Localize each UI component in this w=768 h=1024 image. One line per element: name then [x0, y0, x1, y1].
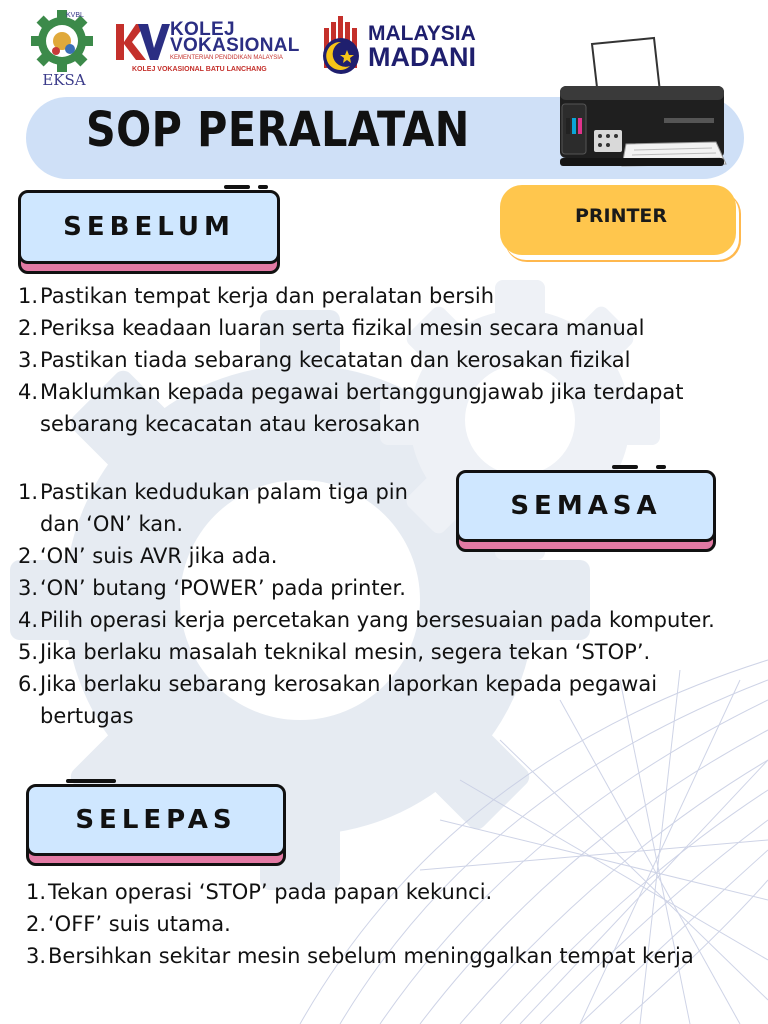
- page-title: SOP PERALATAN: [86, 102, 470, 158]
- kv-campus: KOLEJ VOKASIONAL BATU LANCHANG: [132, 66, 267, 73]
- step-item: [14, 572, 754, 604]
- step-item: [14, 540, 754, 572]
- printer-icon: [556, 34, 732, 180]
- malaysia-madani-logo: [320, 12, 510, 82]
- step-number: 4.: [17, 380, 38, 404]
- step-number: 1.: [25, 880, 46, 904]
- section-heading-during: SEMASA: [510, 491, 662, 521]
- eksa-logo: [26, 8, 102, 92]
- kv-emblem-icon: [114, 20, 170, 64]
- step-number: 4.: [17, 608, 38, 632]
- step-number: 2.: [25, 912, 46, 936]
- step-text: Jika berlaku sebarang kerosakan laporkan kepada pegawai bertugas: [40, 672, 658, 728]
- kv-ministry: KEMENTERIAN PENDIDIKAN MALAYSIA: [170, 55, 283, 61]
- step-item: [14, 668, 754, 732]
- section-header-during: [456, 470, 716, 542]
- during-steps-list: [14, 540, 754, 732]
- eksa-gear-icon: [26, 8, 102, 74]
- step-item: [14, 604, 754, 636]
- header-dash-decoration: [66, 779, 116, 783]
- step-text: ‘OFF’ suis utama.: [48, 912, 231, 936]
- eksa-label: EKSA: [42, 71, 86, 89]
- step-number: 3.: [25, 944, 46, 968]
- step-item: [22, 908, 722, 940]
- step-number: 3.: [17, 348, 38, 372]
- after-steps-list: [22, 876, 722, 972]
- step-text: Pastikan tiada sebarang kecatatan dan kerosakan fizikal: [40, 348, 631, 372]
- during-steps-list-first: [14, 476, 424, 540]
- madani-line1: MALAYSIA: [368, 22, 476, 45]
- eksa-badge-text: KVBL: [66, 12, 84, 19]
- step-text: Periksa keadaan luaran serta fizikal mesin secara manual: [40, 316, 645, 340]
- step-number: 3.: [17, 576, 38, 600]
- step-number: 6.: [17, 672, 38, 696]
- step-item: [22, 940, 722, 972]
- step-text: Bersihkan sekitar mesin sebelum meninggalkan tempat kerja: [48, 944, 694, 968]
- header-dash-decoration: [656, 465, 666, 469]
- header-dash-decoration: [612, 465, 638, 469]
- step-text: Pastikan tempat kerja dan peralatan bersih: [40, 284, 495, 308]
- equipment-label: PRINTER: [574, 205, 668, 227]
- step-item: [14, 636, 754, 668]
- section-heading-after: SELEPAS: [75, 805, 237, 835]
- step-text: Pastikan kedudukan palam tiga pin dan ‘ON’ kan.: [40, 480, 408, 536]
- step-text: Pilih operasi kerja percetakan yang bersesuaian pada komputer.: [40, 608, 715, 632]
- section-header-after: [26, 784, 286, 856]
- step-number: 2.: [17, 316, 38, 340]
- section-heading-before: SEBELUM: [63, 212, 235, 242]
- header-dash-decoration: [258, 185, 268, 189]
- step-text: Jika berlaku masalah teknikal mesin, segera tekan ‘STOP’.: [40, 640, 651, 664]
- kv-line2: VOKASIONAL: [170, 35, 300, 56]
- step-item: [22, 876, 722, 908]
- step-number: 2.: [17, 544, 38, 568]
- step-text: ‘ON’ suis AVR jika ada.: [40, 544, 278, 568]
- step-number: 1.: [17, 284, 38, 308]
- step-text: Tekan operasi ‘STOP’ pada papan kekunci.: [48, 880, 493, 904]
- header-dash-decoration: [224, 185, 250, 189]
- step-number: 5.: [17, 640, 38, 664]
- step-number: 1.: [17, 480, 38, 504]
- kolej-vokasional-logo: [114, 18, 310, 78]
- madani-emblem-icon: [320, 14, 364, 78]
- step-item: [14, 476, 424, 540]
- kv-line1: KOLEJ: [170, 19, 235, 40]
- step-item: [14, 376, 744, 440]
- step-item: [14, 280, 744, 312]
- before-steps-list: [14, 280, 744, 440]
- step-text: ‘ON’ butang ‘POWER’ pada printer.: [40, 576, 406, 600]
- madani-line2: MADANI: [368, 42, 476, 72]
- step-text: Maklumkan kepada pegawai bertanggungjawab jika terdapat sebarang kecacatan atau kerosakan: [40, 380, 684, 436]
- step-item: [14, 344, 744, 376]
- step-item: [14, 312, 744, 344]
- section-header-before: [18, 190, 280, 264]
